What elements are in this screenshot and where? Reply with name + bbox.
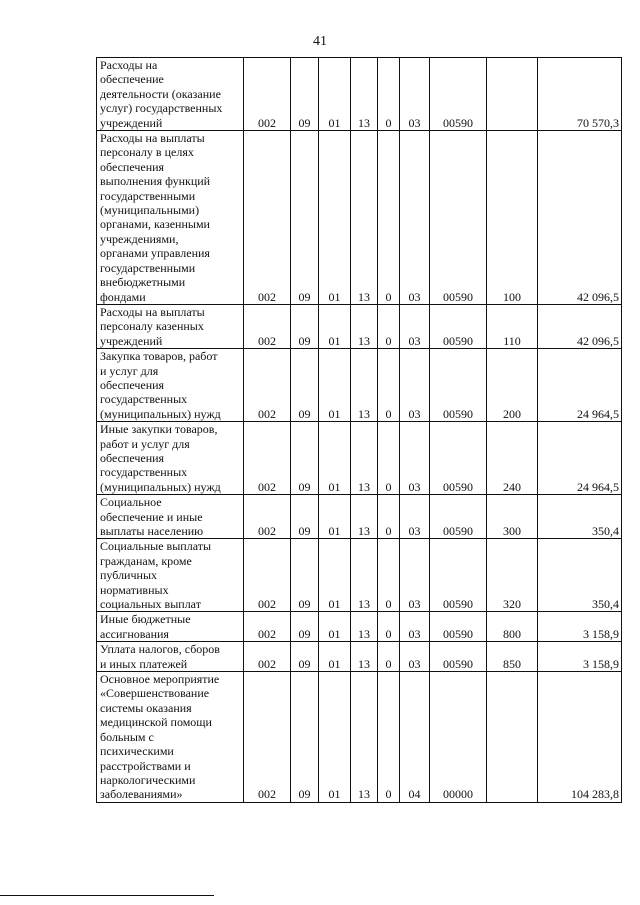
expense-type-code-cell: 800 <box>487 612 538 642</box>
program-code-cell: 13 <box>351 612 378 642</box>
expense-name-cell <box>97 539 244 612</box>
section-code-cell: 09 <box>291 672 319 803</box>
direction-code-cell: 00590 <box>430 349 487 422</box>
expense-name-cell <box>97 612 244 642</box>
expense-type-code-cell: 850 <box>487 642 538 672</box>
expense-name-line: (муниципальных) нужд <box>100 406 221 421</box>
direction-code-cell: 00590 <box>430 539 487 612</box>
expense-name-line: Закупка товаров, работ <box>100 349 218 364</box>
section-code-cell: 09 <box>291 422 319 495</box>
activity-code-cell: 03 <box>400 642 430 672</box>
subsection-code-cell: 01 <box>319 349 351 422</box>
ministry-code-cell: 002 <box>244 672 291 803</box>
expense-name-line: Расходы на выплаты <box>100 304 205 319</box>
activity-code-cell: 03 <box>400 612 430 642</box>
amount-cell: 24 964,5 <box>538 422 622 495</box>
expense-name-line: медицинской помощи <box>100 715 212 730</box>
expense-name-line: выполнения функций <box>100 174 211 189</box>
expense-name-cell <box>97 349 244 422</box>
subsection-code-cell: 01 <box>319 672 351 803</box>
subsection-code-cell: 01 <box>319 642 351 672</box>
table-row <box>97 612 622 642</box>
expense-name-cell <box>97 642 244 672</box>
expense-name-line: обеспечение <box>100 72 164 87</box>
direction-code-cell: 00590 <box>430 58 487 131</box>
expense-name-cell <box>97 304 244 348</box>
expense-name-line: государственными <box>100 188 196 203</box>
expense-name-line: учреждениями, <box>100 231 179 246</box>
subprogram-code-cell: 0 <box>378 422 400 495</box>
expense-name-line: органами управления <box>100 246 210 261</box>
table-row <box>97 58 622 131</box>
direction-code-cell: 00590 <box>430 612 487 642</box>
activity-code-cell: 03 <box>400 304 430 348</box>
subsection-code-cell: 01 <box>319 495 351 539</box>
expense-name-line: государственными <box>100 260 196 275</box>
expense-name-line: Основное мероприятие <box>100 672 220 687</box>
section-code-cell: 09 <box>291 131 319 305</box>
expense-name-line: нормативных <box>100 582 169 597</box>
activity-code-cell: 03 <box>400 349 430 422</box>
ministry-code-cell: 002 <box>244 612 291 642</box>
table-row <box>97 672 622 803</box>
subprogram-code-cell: 0 <box>378 131 400 305</box>
expense-name-line: психическими <box>100 744 174 759</box>
program-code-cell: 13 <box>351 131 378 305</box>
table-row <box>97 539 622 612</box>
section-code-cell: 09 <box>291 612 319 642</box>
expense-type-code-cell: 300 <box>487 495 538 539</box>
subprogram-code-cell: 0 <box>378 612 400 642</box>
ministry-code-cell: 002 <box>244 304 291 348</box>
ministry-code-cell: 002 <box>244 539 291 612</box>
subprogram-code-cell: 0 <box>378 304 400 348</box>
expense-name-line: фондами <box>100 289 146 304</box>
section-code-cell: 09 <box>291 539 319 612</box>
expense-name-line: обеспечения <box>100 159 165 174</box>
expense-name-line: заболеваниями» <box>100 787 183 802</box>
subsection-code-cell: 01 <box>319 612 351 642</box>
expense-name-line: учреждений <box>100 115 163 130</box>
expense-type-code-cell <box>487 58 538 131</box>
budget-table <box>96 57 622 803</box>
ministry-code-cell: 002 <box>244 131 291 305</box>
amount-cell: 24 964,5 <box>538 349 622 422</box>
expense-name-line: учреждений <box>100 333 163 348</box>
expense-type-code-cell: 110 <box>487 304 538 348</box>
ministry-code-cell: 002 <box>244 58 291 131</box>
expense-name-cell <box>97 672 244 803</box>
activity-code-cell: 03 <box>400 422 430 495</box>
section-code-cell: 09 <box>291 349 319 422</box>
expense-type-code-cell: 100 <box>487 131 538 305</box>
expense-name-cell <box>97 131 244 305</box>
amount-cell: 3 158,9 <box>538 612 622 642</box>
section-code-cell: 09 <box>291 642 319 672</box>
expense-name-line: больным с <box>100 729 154 744</box>
activity-code-cell: 03 <box>400 495 430 539</box>
expense-name-line: Иные бюджетные <box>100 612 191 627</box>
subprogram-code-cell: 0 <box>378 539 400 612</box>
activity-code-cell: 03 <box>400 539 430 612</box>
program-code-cell: 13 <box>351 422 378 495</box>
expense-name-line: обеспечения <box>100 377 165 392</box>
ministry-code-cell: 002 <box>244 422 291 495</box>
expense-name-line: и услуг для <box>100 363 159 378</box>
expense-type-code-cell: 240 <box>487 422 538 495</box>
amount-cell: 42 096,5 <box>538 304 622 348</box>
activity-code-cell: 03 <box>400 131 430 305</box>
subsection-code-cell: 01 <box>319 58 351 131</box>
expense-type-code-cell: 200 <box>487 349 538 422</box>
expense-name-line: органами, казенными <box>100 217 210 232</box>
expense-name-cell <box>97 422 244 495</box>
expense-name-line: Расходы на выплаты <box>100 131 205 146</box>
program-code-cell: 13 <box>351 58 378 131</box>
expense-name-cell <box>97 495 244 539</box>
amount-cell: 350,4 <box>538 495 622 539</box>
program-code-cell: 13 <box>351 539 378 612</box>
subprogram-code-cell: 0 <box>378 642 400 672</box>
direction-code-cell: 00590 <box>430 495 487 539</box>
expense-name-line: работ и услуг для <box>100 436 190 451</box>
footnote-separator <box>0 895 214 896</box>
expense-name-line: Социальные выплаты <box>100 539 212 554</box>
expense-name-line: Расходы на <box>100 58 158 72</box>
expense-name-line: персоналу казенных <box>100 319 204 334</box>
expense-name-line: государственных <box>100 465 188 480</box>
table-row <box>97 642 622 672</box>
section-code-cell: 09 <box>291 495 319 539</box>
section-code-cell: 09 <box>291 304 319 348</box>
subsection-code-cell: 01 <box>319 422 351 495</box>
activity-code-cell: 04 <box>400 672 430 803</box>
table-row <box>97 304 622 348</box>
expense-name-line: (муниципальными) <box>100 203 200 218</box>
table-row <box>97 495 622 539</box>
subsection-code-cell: 01 <box>319 304 351 348</box>
expense-type-code-cell: 320 <box>487 539 538 612</box>
subprogram-code-cell: 0 <box>378 495 400 539</box>
table-row <box>97 422 622 495</box>
program-code-cell: 13 <box>351 349 378 422</box>
expense-name-line: «Совершенствование <box>100 686 210 701</box>
ministry-code-cell: 002 <box>244 495 291 539</box>
expense-name-line: системы оказания <box>100 700 192 715</box>
subsection-code-cell: 01 <box>319 539 351 612</box>
activity-code-cell: 03 <box>400 58 430 131</box>
expense-name-line: выплаты населению <box>100 524 204 538</box>
expense-name-line: обеспечение и иные <box>100 509 203 524</box>
amount-cell: 350,4 <box>538 539 622 612</box>
expense-name-line: ассигнования <box>100 626 169 641</box>
expense-name-line: (муниципальных) нужд <box>100 479 221 494</box>
expense-name-line: Уплата налогов, сборов <box>100 642 220 657</box>
subprogram-code-cell: 0 <box>378 672 400 803</box>
expense-name-line: деятельности (оказание <box>100 86 221 101</box>
expense-name-line: Иные закупки товаров, <box>100 422 218 437</box>
amount-cell: 104 283,8 <box>538 672 622 803</box>
ministry-code-cell: 002 <box>244 349 291 422</box>
program-code-cell: 13 <box>351 642 378 672</box>
direction-code-cell: 00590 <box>430 304 487 348</box>
expense-type-code-cell <box>487 672 538 803</box>
expense-name-line: персоналу в целях <box>100 145 194 160</box>
expense-name-line: и иных платежей <box>100 656 188 671</box>
page-number: 41 <box>313 34 327 49</box>
program-code-cell: 13 <box>351 495 378 539</box>
program-code-cell: 13 <box>351 304 378 348</box>
expense-name-line: Социальное <box>100 495 162 510</box>
expense-name-line: наркологическими <box>100 772 196 787</box>
expense-name-line: услуг) государственных <box>100 101 223 116</box>
subprogram-code-cell: 0 <box>378 349 400 422</box>
expense-name-line: публичных <box>100 568 157 583</box>
table-row <box>97 349 622 422</box>
expense-name-cell <box>97 58 244 131</box>
subprogram-code-cell: 0 <box>378 58 400 131</box>
direction-code-cell: 00590 <box>430 422 487 495</box>
amount-cell: 42 096,5 <box>538 131 622 305</box>
direction-code-cell: 00590 <box>430 642 487 672</box>
expense-name-line: расстройствами и <box>100 758 191 773</box>
amount-cell: 70 570,3 <box>538 58 622 131</box>
expense-name-line: государственных <box>100 392 188 407</box>
direction-code-cell: 00590 <box>430 131 487 305</box>
expense-name-line: внебюджетными <box>100 275 186 290</box>
table-body <box>97 58 622 803</box>
expense-name-line: социальных выплат <box>100 597 201 612</box>
section-code-cell: 09 <box>291 58 319 131</box>
table-row <box>97 131 622 305</box>
subsection-code-cell: 01 <box>319 131 351 305</box>
ministry-code-cell: 002 <box>244 642 291 672</box>
amount-cell: 3 158,9 <box>538 642 622 672</box>
expense-name-line: гражданам, кроме <box>100 553 192 568</box>
program-code-cell: 13 <box>351 672 378 803</box>
expense-name-line: обеспечения <box>100 450 165 465</box>
direction-code-cell: 00000 <box>430 672 487 803</box>
